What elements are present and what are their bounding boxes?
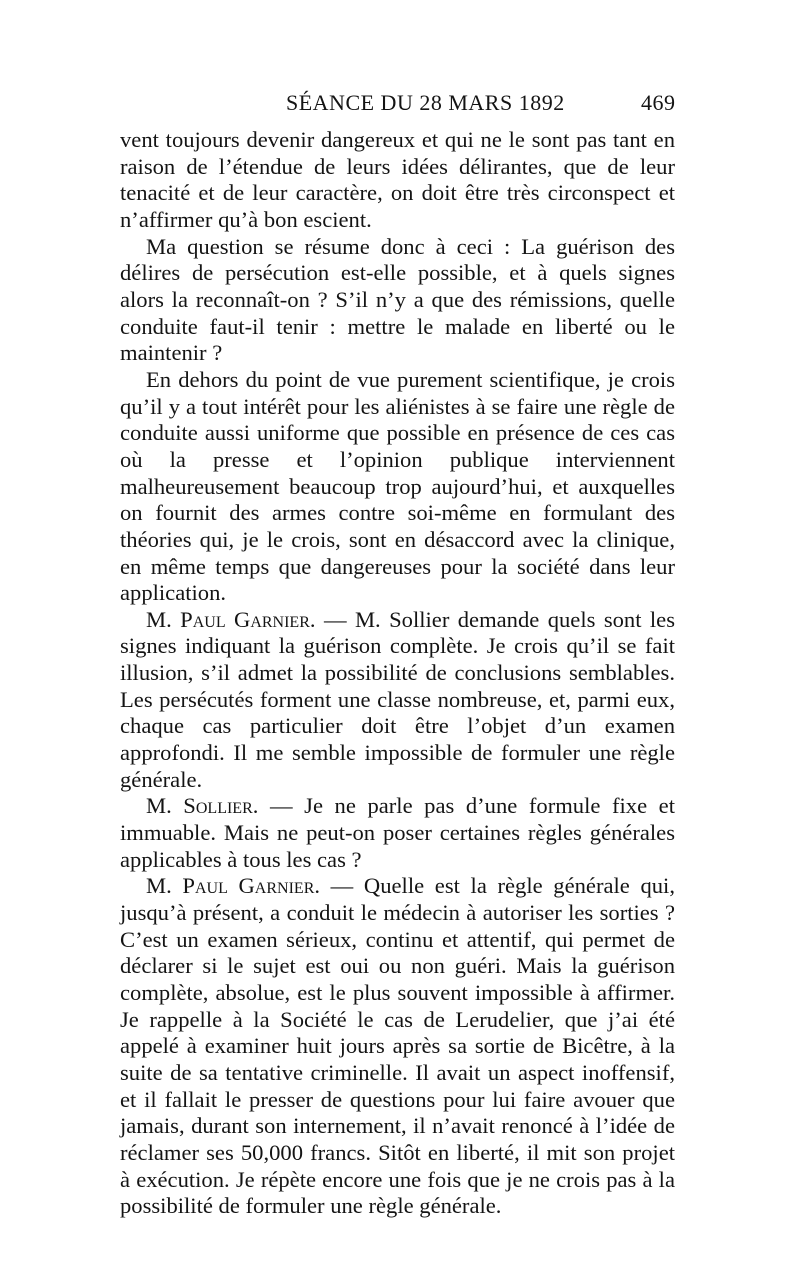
paragraph-text: — Je ne parle pas d’une formule fixe et immuable. Mais ne peut-on poser certaines règles générales applicables à tous les cas ? (120, 793, 675, 872)
body-text (120, 127, 675, 1220)
paragraph-opinion (120, 367, 675, 607)
page-number: 469 (641, 90, 676, 115)
paragraph-question (120, 234, 675, 367)
paragraph-garnier-final (120, 873, 675, 1220)
paragraph-text: En dehors du point de vue purement scientifique, je crois qu’il y a tout intérêt pour les aliénistes à se faire une règle de conduite aussi uniforme que possible en présence de ces cas où la presse et l’opinion publique interviennent malheureusement beaucoup trop aujourd’hui, et auxquelles on fournit des armes contre soi-même en formulant des théories qui, je le crois, sont en désaccord avec la clinique, en même temps que dangereuses pour la société dans leur application. (120, 366, 675, 606)
paragraph-text: — Quelle est la règle générale qui, jusqu’à présent, a conduit le médecin à autoriser les sorties ? C’est un examen sérieux, continu et attentif, qui permet de déclarer si le sujet est oui ou non guéri. Mais la guérison complète, absolue, est le plus souvent impossible à affirmer. Je rappelle à la Société le cas de Lerudelier, que j’ai été appelé à examiner huit jours après sa sortie de Bicêtre, à la suite de sa tentative criminelle. Il avait un aspect inoffensif, et il fallait le presser de questions pour lui faire avouer que jamais, durant son internement, il n’avait renoncé à l’idée de réclamer ses 50,000 francs. Sitôt en liberté, il mit son projet à exécution. Je répète encore une fois que je ne crois pas à la possibilité de formuler une règle générale. (120, 873, 675, 1219)
speaker-name: M. Sollier. (146, 793, 259, 819)
paragraph-sollier-reply (120, 793, 675, 873)
paragraph-text: Ma question se résume donc à ceci : La guérison des délires de persécution est-elle possible, et à quels signes alors la reconnaît-on ? S’il n’y a que des rémissions, quelle conduite faut-il tenir : mettre le malade en liberté ou le maintenir ? (120, 233, 675, 366)
running-head (0, 90, 800, 120)
running-title: SÉANCE DU 28 MARS 1892 (286, 90, 565, 115)
speaker-name: M. Paul Garnier. (146, 873, 321, 899)
paragraph-text: — M. Sollier demande quels sont les signes indiquant la guérison complète. Je crois qu’il se fait illusion, s’il admet la possibilité de conclusions semblables. Les persécutés forment une classe nombreuse, et, parmi eux, chaque cas particulier doit être l’objet d’un examen approfondi. Il me semble impossible de formuler une règle générale. (120, 606, 675, 792)
speaker-name: M. Paul Garnier. (146, 606, 316, 632)
paragraph-garnier-reply (120, 607, 675, 794)
paragraph-text: vent toujours devenir dangereux et qui ne le sont pas tant en raison de l’étendue de leurs idées délirantes, que de leur tenacité et de leur caractère, on doit être très circonspect et n’affirmer qu’à bon escient. (120, 127, 675, 232)
paragraph-continuation (120, 127, 675, 234)
